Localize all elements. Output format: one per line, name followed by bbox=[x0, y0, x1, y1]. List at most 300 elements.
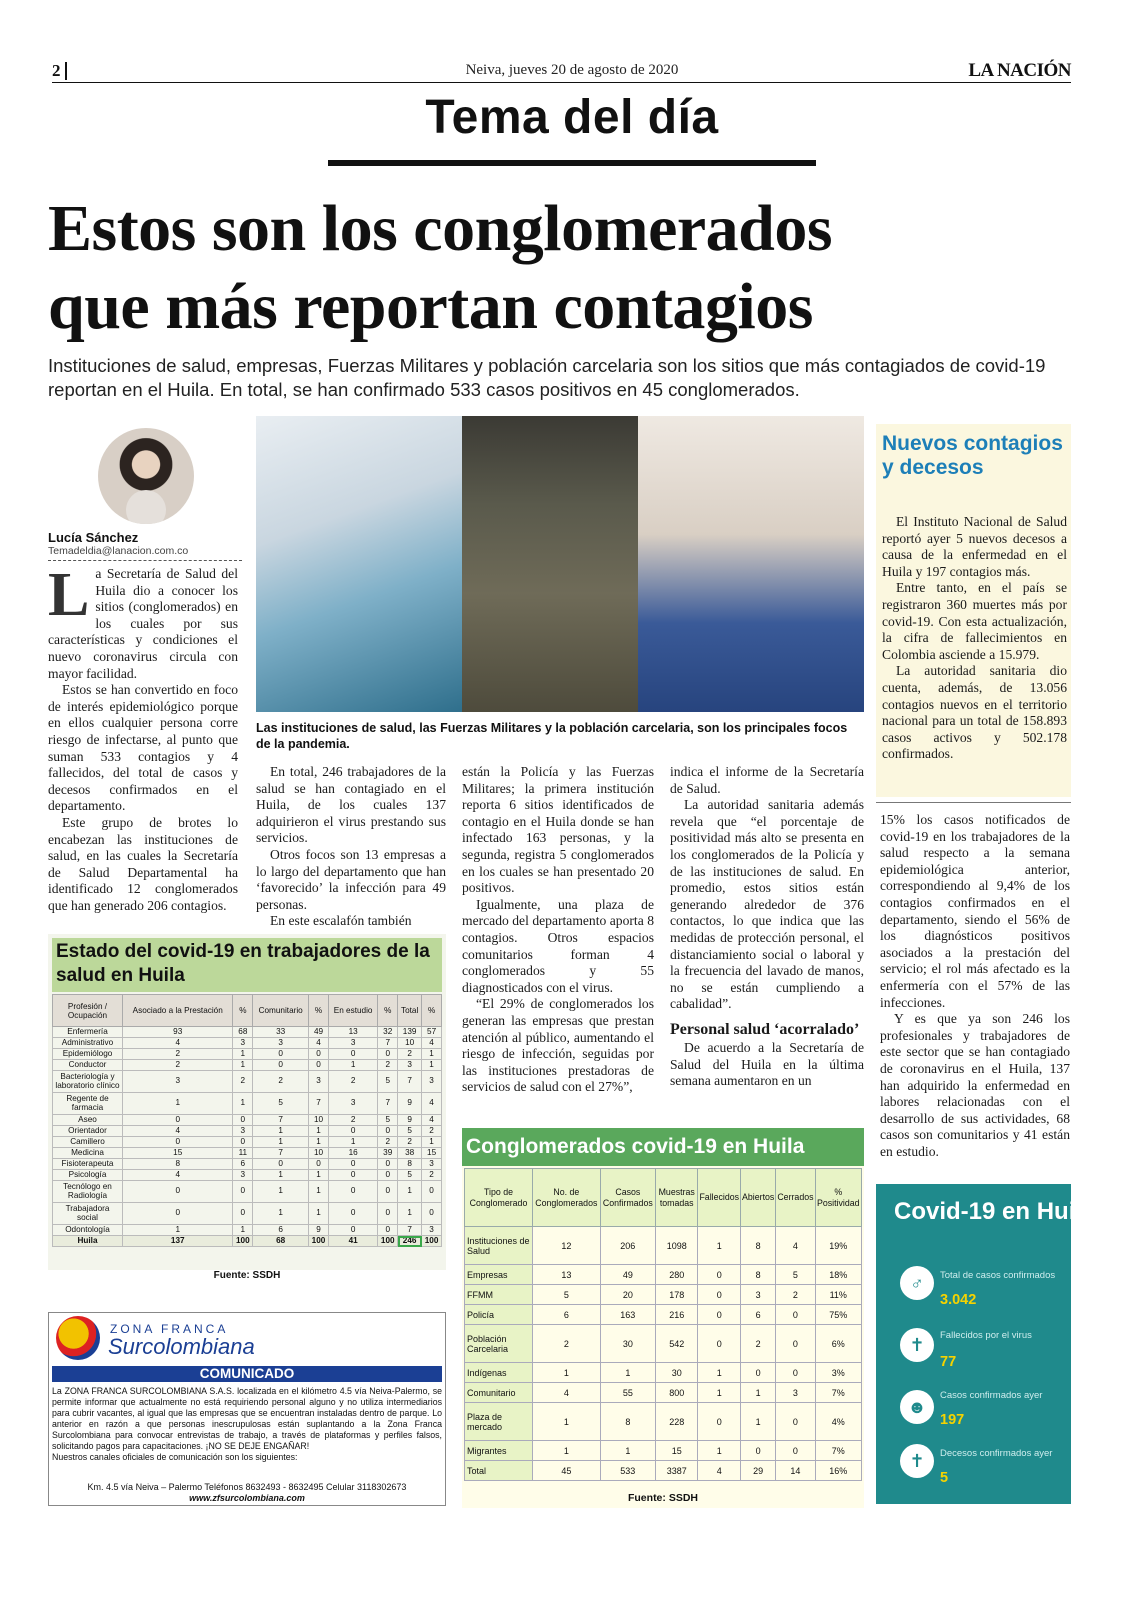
ad-brand-top: ZONA FRANCA bbox=[110, 1322, 229, 1336]
author-email: Temadeldia@lanacion.com.co bbox=[48, 545, 189, 557]
paragraph: Y es que ya son 246 los profesionales y trabajadores de este sector que se han contagiado de coronavirus en el Huila, 137 han adquirido la enfermedad en labores relacionadas con el desarrollo de sus actividades, 68 casos son comunitarios y 41 están en estudio. bbox=[880, 1011, 1070, 1159]
table-cell: 11 bbox=[233, 1148, 253, 1159]
headline-line-2: que más reportan contagios bbox=[48, 270, 813, 343]
table-cell: Indígenas bbox=[465, 1363, 533, 1383]
table-cell: Medicina bbox=[53, 1148, 123, 1159]
table-cell: Aseo bbox=[53, 1115, 123, 1126]
table-header-row bbox=[465, 1169, 862, 1227]
table-cell: 1 bbox=[309, 1126, 329, 1137]
table-cell: 216 bbox=[655, 1305, 697, 1325]
table-cell: 49 bbox=[309, 1027, 329, 1038]
table-cell: Conductor bbox=[53, 1060, 123, 1071]
clusters-table-source: Fuente: SSDH bbox=[627, 1492, 698, 1504]
table-cell: 1 bbox=[741, 1383, 776, 1403]
zona-franca-logo-icon bbox=[56, 1316, 100, 1360]
table-cell: 8 bbox=[600, 1403, 655, 1441]
paragraph: En este escalafón también bbox=[270, 913, 412, 929]
subheading: Personal salud ‘acorralado’ bbox=[670, 1020, 860, 1038]
sidebar-text bbox=[882, 514, 1067, 763]
table-cell: Regente de farmacia bbox=[53, 1093, 123, 1115]
table-cell: 3 bbox=[233, 1038, 253, 1049]
table-cell: Bacteriología y laboratorio clínico bbox=[53, 1071, 123, 1093]
table-cell: 0 bbox=[698, 1285, 741, 1305]
ad-website-link[interactable]: www.zfsurcolombiana.com bbox=[189, 1493, 305, 1503]
author-avatar bbox=[98, 428, 194, 524]
table-cell: 2 bbox=[123, 1049, 233, 1060]
table-cell: 3 bbox=[233, 1170, 253, 1181]
paragraph: “El 29% de conglomerados los generan las empresas que prestan atención al público, aumentando el riesgo de infección, seguidas por las instituciones prestadoras de servicios de salud con el 27%”, bbox=[462, 996, 654, 1095]
table-cell: 14 bbox=[776, 1461, 815, 1481]
table-cell: 55 bbox=[600, 1383, 655, 1403]
table-cell: 3 bbox=[398, 1060, 422, 1071]
table-cell: 16% bbox=[815, 1461, 861, 1481]
table-cell: 0 bbox=[378, 1181, 398, 1203]
table-cell: Plaza de mercado bbox=[465, 1403, 533, 1441]
paragraph: Estos se han convertido en foco de interés epidemiológico porque en ellos cualquier persona corre riesgo de infectarse, al punto que suman 533 contagios y 4 fallecidos, del total de casos y decesos confirmados en el departamento. bbox=[48, 682, 238, 814]
table-cell: 7% bbox=[815, 1441, 861, 1461]
table-cell: Epidemiólogo bbox=[53, 1049, 123, 1060]
table-row bbox=[53, 1236, 442, 1247]
table-cell: 39 bbox=[378, 1148, 398, 1159]
table-cell: 0 bbox=[123, 1203, 233, 1225]
table-header-cell: % bbox=[422, 995, 442, 1027]
table-row bbox=[465, 1403, 862, 1441]
paragraph: Igualmente, una plaza de mercado del departamento aporta 8 contagios. Otros espacios comunitarios forman 4 conglomerados y 55 diagnosticados con el virus. bbox=[462, 896, 654, 995]
table-cell: 3% bbox=[815, 1363, 861, 1383]
table-cell: Administrativo bbox=[53, 1038, 123, 1049]
table-cell: 9 bbox=[398, 1093, 422, 1115]
table-cell: 0 bbox=[378, 1159, 398, 1170]
table-cell: 7% bbox=[815, 1383, 861, 1403]
table-cell: 0 bbox=[233, 1137, 253, 1148]
table-cell: 93 bbox=[123, 1027, 233, 1038]
table-cell: 8 bbox=[398, 1159, 422, 1170]
infographic-label: Casos confirmados ayer bbox=[940, 1390, 1043, 1401]
clusters-table-title: Conglomerados covid-19 en Huila bbox=[462, 1128, 864, 1166]
table-cell: 13 bbox=[533, 1265, 601, 1285]
table-header-cell: Abiertos bbox=[741, 1169, 776, 1227]
header-date: Neiva, jueves 20 de agosto de 2020 bbox=[465, 62, 679, 78]
table-cell: 75% bbox=[815, 1305, 861, 1325]
health-table-title: Estado del covid-19 en trabajadores de la salud en Huila bbox=[52, 938, 442, 992]
table-header-cell: Fallecidos bbox=[698, 1169, 741, 1227]
table-cell: 139 bbox=[398, 1027, 422, 1038]
table-cell: 33 bbox=[253, 1027, 309, 1038]
table-cell: 5 bbox=[398, 1170, 422, 1181]
table-row bbox=[53, 1115, 442, 1126]
table-cell: 2 bbox=[328, 1071, 377, 1093]
table-cell: 0 bbox=[698, 1403, 741, 1441]
table-cell: 0 bbox=[776, 1363, 815, 1383]
table-row bbox=[53, 1225, 442, 1236]
table-cell: 3387 bbox=[655, 1461, 697, 1481]
table-header-cell: Casos Confirmados bbox=[600, 1169, 655, 1227]
ad-body bbox=[52, 1386, 442, 1463]
table-cell: 30 bbox=[600, 1325, 655, 1363]
paragraph: a Secretaría de Salud del Huila dio a conocer los sitios (conglomerados) en los cuales por sus características y condiciones el nuevo coronavirus circula con mayor facilidad. bbox=[48, 566, 238, 681]
section-title: Tema del día bbox=[425, 91, 719, 144]
deck: Instituciones de salud, empresas, Fuerzas Militares y población carcelaria son los sitios que más contagiados de covid-19 reportan en el Huila. En total, se han confirmado 533 casos positivos en 45 conglomerados. bbox=[48, 355, 1046, 400]
table-header-cell: En estudio bbox=[328, 995, 377, 1027]
table-cell: 7 bbox=[253, 1115, 309, 1126]
table-cell: 100 bbox=[422, 1236, 442, 1247]
table-row bbox=[465, 1363, 862, 1383]
table-cell: 4 bbox=[698, 1461, 741, 1481]
table-cell: 1 bbox=[741, 1403, 776, 1441]
table-cell: 0 bbox=[328, 1126, 377, 1137]
table-cell: 20 bbox=[600, 1285, 655, 1305]
table-cell: 0 bbox=[328, 1225, 377, 1236]
table-cell: Odontología bbox=[53, 1225, 123, 1236]
paragraph: Otros focos son 13 empresas a lo largo del departamento que han ‘favorecido’ la infección para 49 personas. bbox=[256, 846, 446, 912]
table-cell: 57 bbox=[422, 1027, 442, 1038]
table-row bbox=[465, 1305, 862, 1325]
table-cell: 1 bbox=[233, 1093, 253, 1115]
table-cell: 0 bbox=[776, 1325, 815, 1363]
table-cell: 2 bbox=[328, 1115, 377, 1126]
table-cell: 5 bbox=[253, 1093, 309, 1115]
table-cell: 1 bbox=[123, 1225, 233, 1236]
table-cell: 29 bbox=[741, 1461, 776, 1481]
table-cell: Camillero bbox=[53, 1137, 123, 1148]
ad-brand: Surcolombiana bbox=[108, 1334, 255, 1359]
table-cell: 7 bbox=[398, 1225, 422, 1236]
table-row bbox=[53, 1049, 442, 1060]
table-cell: 2 bbox=[533, 1325, 601, 1363]
table-cell: 0 bbox=[776, 1403, 815, 1441]
table-cell: 9 bbox=[398, 1115, 422, 1126]
table-cell: 3 bbox=[776, 1383, 815, 1403]
table-cell: 100 bbox=[309, 1236, 329, 1247]
photo-caption: Las instituciones de salud, las Fuerzas Militares y la población carcelaria, son los principales focos de la pandemia. bbox=[256, 721, 848, 751]
sidebar-divider bbox=[876, 802, 1071, 803]
table-cell: 3 bbox=[422, 1159, 442, 1170]
table-row bbox=[53, 1027, 442, 1038]
table-cell: 1 bbox=[533, 1363, 601, 1383]
table-row bbox=[465, 1461, 862, 1481]
table-cell: 9 bbox=[309, 1225, 329, 1236]
table-cell: 1 bbox=[309, 1170, 329, 1181]
table-cell: Fisioterapeuta bbox=[53, 1159, 123, 1170]
table-cell: 13 bbox=[328, 1027, 377, 1038]
table-header-cell: % bbox=[378, 995, 398, 1027]
table-cell: 68 bbox=[253, 1236, 309, 1247]
table-cell: 6 bbox=[233, 1159, 253, 1170]
paragraph: El Instituto Nacional de Salud reportó ayer 5 nuevos decesos a causa de la enfermedad en el Huila y 197 contagios más. bbox=[882, 514, 1067, 579]
table-row bbox=[53, 1126, 442, 1137]
ad-banner: COMUNICADO bbox=[52, 1366, 442, 1382]
article-column-1 bbox=[48, 561, 238, 932]
table-cell: 0 bbox=[253, 1049, 309, 1060]
table-cell: 4 bbox=[533, 1383, 601, 1403]
page-number: 2 bbox=[52, 62, 67, 80]
table-cell: 1 bbox=[533, 1403, 601, 1441]
table-cell: Psicología bbox=[53, 1170, 123, 1181]
table-cell: 1 bbox=[422, 1060, 442, 1071]
author-name: Lucía Sánchez bbox=[48, 530, 139, 545]
table-cell: 542 bbox=[655, 1325, 697, 1363]
table-cell: 0 bbox=[378, 1170, 398, 1181]
table-cell: 4 bbox=[776, 1227, 815, 1265]
table-cell: 0 bbox=[123, 1115, 233, 1126]
table-cell: 533 bbox=[600, 1461, 655, 1481]
table-cell: Instituciones de Salud bbox=[465, 1227, 533, 1265]
header-divider bbox=[52, 82, 1071, 83]
table-cell: 100 bbox=[378, 1236, 398, 1247]
table-cell: 1098 bbox=[655, 1227, 697, 1265]
table-cell: 137 bbox=[123, 1236, 233, 1247]
paragraph: 15% los casos notificados de covid-19 en los trabajadores de la salud respecto a la semana epidemiológica anterior, correspondiendo al 9,4% de los contagios confirmados en el departamento, siendo el 56% de los diagnósticos positivos asociados a la prestación del servicio; el rol más afectado es la enfermería con el 57% de las infecciones. bbox=[880, 812, 1070, 1010]
table-cell: 6 bbox=[253, 1225, 309, 1236]
tombstone-icon: ✝ bbox=[900, 1328, 934, 1362]
table-cell: 4 bbox=[422, 1093, 442, 1115]
table-cell: 2 bbox=[776, 1285, 815, 1305]
table-header-cell: Muestras tomadas bbox=[655, 1169, 697, 1227]
table-cell: 1 bbox=[533, 1441, 601, 1461]
table-cell: 16 bbox=[328, 1148, 377, 1159]
table-cell: 3 bbox=[422, 1225, 442, 1236]
table-cell: 0 bbox=[309, 1060, 329, 1071]
table-cell: 1 bbox=[233, 1225, 253, 1236]
table-row bbox=[465, 1383, 862, 1403]
table-row bbox=[53, 1071, 442, 1093]
table-header-row bbox=[53, 995, 442, 1027]
table-cell: 0 bbox=[776, 1441, 815, 1461]
table-cell: 0 bbox=[328, 1049, 377, 1060]
table-cell: 0 bbox=[328, 1170, 377, 1181]
infographic-value: 5 bbox=[940, 1470, 949, 1486]
table-cell: 228 bbox=[655, 1403, 697, 1441]
table-cell: 3 bbox=[123, 1071, 233, 1093]
table-row bbox=[465, 1285, 862, 1305]
table-header-cell: Asociado a la Prestación bbox=[123, 995, 233, 1027]
table-row bbox=[465, 1265, 862, 1285]
table-cell: 30 bbox=[655, 1363, 697, 1383]
table-cell: 4 bbox=[422, 1115, 442, 1126]
paragraph: La autoridad sanitaria dio cuenta, además, de 13.056 contagios nuevos en el territorio nacional para un total de 158.893 casos activos y 502.178 confirmados. bbox=[882, 663, 1067, 762]
table-row bbox=[53, 1203, 442, 1225]
paragraph: están la Policía y las Fuerzas Militares; la primera institución reporta 6 sitios identificados de contagio en el Huila donde se han infectado 163 personas, y la segunda, registra 5 conglomerados en los cuales se han presentado 20 positivos. bbox=[462, 764, 654, 896]
table-row bbox=[465, 1325, 862, 1363]
clusters-table bbox=[464, 1168, 862, 1481]
table-cell: 1 bbox=[233, 1060, 253, 1071]
table-cell: 4 bbox=[123, 1126, 233, 1137]
table-cell: 178 bbox=[655, 1285, 697, 1305]
table-row bbox=[53, 1148, 442, 1159]
infographic-label: Decesos confirmados ayer bbox=[940, 1448, 1053, 1459]
ad-contact bbox=[52, 1482, 442, 1504]
article-column-3 bbox=[462, 764, 654, 1124]
table-cell: 15 bbox=[655, 1441, 697, 1461]
tombstone-icon: ✝ bbox=[900, 1444, 934, 1478]
table-cell: 0 bbox=[233, 1203, 253, 1225]
table-row bbox=[465, 1227, 862, 1265]
table-cell: 4% bbox=[815, 1403, 861, 1441]
table-cell: 0 bbox=[233, 1181, 253, 1203]
article-column-4 bbox=[670, 764, 864, 1124]
paragraph: indica el informe de la Secretaría de Salud. bbox=[670, 764, 864, 796]
table-row bbox=[53, 1038, 442, 1049]
table-cell: 2 bbox=[398, 1137, 422, 1148]
table-cell: 1 bbox=[253, 1170, 309, 1181]
table-cell: 18% bbox=[815, 1265, 861, 1285]
table-row bbox=[465, 1441, 862, 1461]
table-cell: 0 bbox=[422, 1181, 442, 1203]
table-cell: 12 bbox=[533, 1227, 601, 1265]
table-cell: 0 bbox=[309, 1159, 329, 1170]
table-cell: 0 bbox=[253, 1060, 309, 1071]
table-cell: 2 bbox=[253, 1071, 309, 1093]
table-cell: 1 bbox=[253, 1137, 309, 1148]
infographic-value: 3.042 bbox=[940, 1292, 977, 1308]
table-cell: Trabajadora social bbox=[53, 1203, 123, 1225]
table-cell: 5 bbox=[533, 1285, 601, 1305]
table-cell: 2 bbox=[741, 1325, 776, 1363]
table-cell: 41 bbox=[328, 1236, 377, 1247]
table-cell: 10 bbox=[309, 1148, 329, 1159]
table-row bbox=[53, 1093, 442, 1115]
table-row bbox=[53, 1137, 442, 1148]
dropcap: L bbox=[48, 561, 90, 629]
table-cell: 0 bbox=[698, 1265, 741, 1285]
table-cell: 4 bbox=[422, 1038, 442, 1049]
table-row bbox=[53, 1060, 442, 1071]
infographic-title: Covid-19 en Huila bbox=[894, 1198, 1096, 1225]
table-cell: 0 bbox=[741, 1441, 776, 1461]
table-cell: Comunitario bbox=[465, 1383, 533, 1403]
table-cell: 800 bbox=[655, 1383, 697, 1403]
table-cell: Migrantes bbox=[465, 1441, 533, 1461]
table-cell: 2 bbox=[233, 1071, 253, 1093]
ad-body-text: La ZONA FRANCA SURCOLOMBIANA S.A.S. localizada en el kilómetro 4.5 vía Neiva-Palermo, se permite informar que actualmente no está requiriendo personal alguno y no utiliza intermediarios para cubrir vacantes, al igual que las empresas que se encuentran instaladas dentro de parque. Lo anterior en razón a que personas inescrupulosas están suplantando a la Zona Franca Surcolombiana para convocar entrevistas de trabajo, a través de plataformas y perfiles falsos, solicitando pagos para capacitaciones. ¡NO SE DEJE ENGAÑAR! bbox=[52, 1386, 442, 1451]
table-cell: 38 bbox=[398, 1148, 422, 1159]
table-cell: 1 bbox=[123, 1093, 233, 1115]
table-cell: 1 bbox=[398, 1181, 422, 1203]
table-cell: 15 bbox=[123, 1148, 233, 1159]
table-cell: 246 bbox=[398, 1236, 422, 1247]
table-row bbox=[53, 1181, 442, 1203]
ad-channels: Nuestros canales oficiales de comunicación son los siguientes: bbox=[52, 1452, 298, 1462]
table-header-cell: Profesión / Ocupación bbox=[53, 995, 123, 1027]
table-cell: 3 bbox=[233, 1126, 253, 1137]
table-cell: 100 bbox=[233, 1236, 253, 1247]
paragraph: Entre tanto, en el país se registraron 360 muertes más por covid-19. Con esta actualización, la cifra de fallecimientos en Colombia asciende a 15.979. bbox=[882, 580, 1067, 662]
table-cell: 19% bbox=[815, 1227, 861, 1265]
table-header-cell: % bbox=[233, 995, 253, 1027]
table-header-cell: % Positividad bbox=[815, 1169, 861, 1227]
table-cell: 4 bbox=[123, 1038, 233, 1049]
table-cell: 0 bbox=[328, 1159, 377, 1170]
health-table-source: Fuente: SSDH bbox=[213, 1270, 281, 1281]
masked-person-icon: ☻ bbox=[900, 1390, 934, 1424]
table-cell: 15 bbox=[422, 1148, 442, 1159]
person-icon: ♂ bbox=[900, 1266, 934, 1300]
section-divider bbox=[328, 160, 816, 166]
table-cell: 0 bbox=[698, 1325, 741, 1363]
paragraph: Este grupo de brotes lo encabezan las instituciones de salud, en las cuales la Secretaría de Salud Departamental ha identificado 12 conglomerados que han generado 206 contagios. bbox=[48, 814, 238, 913]
paragraph: La autoridad sanitaria además revela que “el porcentaje de positividad más alto se presenta en los conglomerados de la Policía y de las instituciones de salud. En promedio, estos sitios están generando alrededor de 376 contactos, lo que indica que las medidas de protección personal, el distanciamiento social o laboral y la frecuencia del lavado de manos, no se están cumpliendo a cabalidad”. bbox=[670, 797, 864, 1012]
table-cell: 10 bbox=[398, 1038, 422, 1049]
table-cell: 2 bbox=[378, 1060, 398, 1071]
table-cell: 68 bbox=[233, 1027, 253, 1038]
table-cell: 10 bbox=[309, 1115, 329, 1126]
table-cell: 0 bbox=[741, 1363, 776, 1383]
photo-soldiers bbox=[462, 416, 638, 712]
paragraph: De acuerdo a la Secretaría de Salud del Huila en la última semana aumentaron en un bbox=[670, 1039, 864, 1089]
table-cell: 7 bbox=[378, 1038, 398, 1049]
table-cell: FFMM bbox=[465, 1285, 533, 1305]
article-column-5 bbox=[880, 812, 1070, 1172]
table-cell: 5 bbox=[378, 1115, 398, 1126]
table-cell: 8 bbox=[123, 1159, 233, 1170]
table-cell: 3 bbox=[422, 1071, 442, 1093]
health-workers-table bbox=[52, 994, 442, 1247]
table-cell: Tecnólogo en Radiología bbox=[53, 1181, 123, 1203]
table-cell: 0 bbox=[378, 1049, 398, 1060]
table-cell: 6% bbox=[815, 1325, 861, 1363]
table-cell: 8 bbox=[741, 1227, 776, 1265]
table-cell: 1 bbox=[600, 1363, 655, 1383]
table-cell: Policía bbox=[465, 1305, 533, 1325]
table-cell: 5 bbox=[776, 1265, 815, 1285]
table-cell: 3 bbox=[309, 1071, 329, 1093]
table-cell: 7 bbox=[309, 1093, 329, 1115]
table-cell: 7 bbox=[398, 1071, 422, 1093]
table-cell: Enfermería bbox=[53, 1027, 123, 1038]
article-column-2 bbox=[256, 764, 446, 932]
table-cell: 0 bbox=[378, 1225, 398, 1236]
table-cell: 1 bbox=[328, 1060, 377, 1071]
table-cell: Población Carcelaria bbox=[465, 1325, 533, 1363]
photo-health-worker bbox=[256, 416, 462, 712]
paragraph: En total, 246 trabajadores de la salud se han contagiado en el Huila, de los cuales 137 adquirieron el virus prestando sus servicios. bbox=[256, 764, 446, 846]
table-cell: 1 bbox=[309, 1137, 329, 1148]
table-cell: 49 bbox=[600, 1265, 655, 1285]
table-cell: 280 bbox=[655, 1265, 697, 1285]
table-header-cell: Comunitario bbox=[253, 995, 309, 1027]
table-cell: 0 bbox=[328, 1181, 377, 1203]
table-cell: 2 bbox=[422, 1126, 442, 1137]
table-cell: 6 bbox=[741, 1305, 776, 1325]
table-cell: 3 bbox=[328, 1038, 377, 1049]
table-cell: 5 bbox=[378, 1071, 398, 1093]
table-cell: 1 bbox=[698, 1441, 741, 1461]
table-cell: 4 bbox=[123, 1170, 233, 1181]
table-cell: 7 bbox=[253, 1148, 309, 1159]
table-cell: Total bbox=[465, 1461, 533, 1481]
table-cell: 2 bbox=[378, 1137, 398, 1148]
table-cell: Huila bbox=[53, 1236, 123, 1247]
table-cell: Orientador bbox=[53, 1126, 123, 1137]
table-cell: 4 bbox=[309, 1038, 329, 1049]
table-header-cell: Cerrados bbox=[776, 1169, 815, 1227]
table-cell: 3 bbox=[741, 1285, 776, 1305]
table-cell: 1 bbox=[422, 1049, 442, 1060]
table-cell: 0 bbox=[123, 1181, 233, 1203]
table-cell: 0 bbox=[776, 1305, 815, 1325]
table-cell: 45 bbox=[533, 1461, 601, 1481]
table-cell: 6 bbox=[533, 1305, 601, 1325]
table-cell: 0 bbox=[698, 1305, 741, 1325]
table-cell: 0 bbox=[123, 1137, 233, 1148]
table-cell: 2 bbox=[422, 1170, 442, 1181]
sidebar-title: Nuevos contagios y decesos bbox=[882, 432, 1063, 479]
headline bbox=[48, 190, 1098, 346]
table-header-cell: Tipo de Conglomerado bbox=[465, 1169, 533, 1227]
infographic-value: 77 bbox=[940, 1354, 957, 1370]
table-header-cell: % bbox=[309, 995, 329, 1027]
table-cell: 1 bbox=[233, 1049, 253, 1060]
